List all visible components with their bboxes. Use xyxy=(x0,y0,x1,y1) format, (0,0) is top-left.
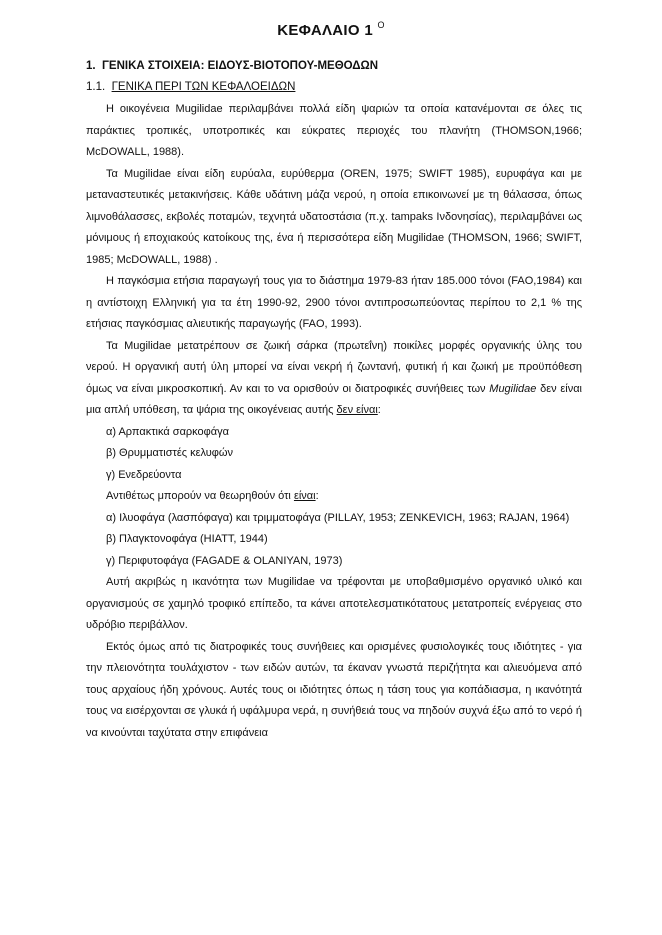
list-item: β) Πλαγκτονοφάγα (HIATT, 1944) xyxy=(106,533,268,545)
paragraph-3: Η παγκόσμια ετήσια παραγωγή τους για το διάστημα 1979-83 ήταν 185.000 τόνοι (FAO,1984) και η αντίστοιχη Ελληνική για τα έτη 1990-92, 2900 τόνοι αντιπροσωπεύοντας περίπου το 2,1 % της ετήσιας παγκόσμιας αλιευτικής παραγωγής (FAO, 1993). xyxy=(86,275,582,330)
paragraph-6: Εκτός όμως από τις διατροφικές τους συνήθειες και ορισμένες φυσιολογικές τους ιδιότητες - για την πλειονότητα τουλάχιστον - των ειδών αυτών, τα έκαναν γνωστά περιζήτητα και αλιευόμενα από τους αρχαίους ήδη χρόνους. Αυτές τους οι ιδιότητες όπως η τάση τους για κοπάδιασμα, η ικανότητά τους να εισέρχονται σε γλυκά ή υφάλμυρα νερά, η συνήθειά τους να πηδούν συχνά έξω από το νερό ή να κινούνται ταχύτατα στην επιφάνεια xyxy=(86,640,582,739)
paragraph-4-text-b: δεν είναι μια απλή υπόθεση, τα ψάρια της οικογένειας αυτής xyxy=(86,382,582,416)
contrast-text: Αντιθέτως μπορούν να θεωρηθούν ότι xyxy=(106,490,294,502)
chapter-title-sup: Ο xyxy=(377,20,385,30)
subsection-number: 1.1. xyxy=(86,81,106,93)
paragraph-4-italic: Mugilidae xyxy=(489,382,537,395)
section-number: 1. xyxy=(86,60,96,72)
paragraph-2: Τα Mugilidae είναι είδη ευρύαλα, ευρύθερμα (OREN, 1975; SWIFT 1985), ευρυφάγα και με μεταναστευτικές μετακινήσεις. Κάθε υδάτινη μάζα νερού, η οποία επικοινωνεί με τη θάλασσα, όπως λιμνοθάλασσες, εκβολές ποταμών, τεχνητά υδατοστάσια (π.χ. tampaks Ινδονησίας), περιλαμβάνει ως μόνιμους ή εποχιακούς κατοίκους της, ένα ή περισσότερα είδη Mugilidae (THOMSON, 1966; SWIFT, 1985; McDOWALL, 1988) . xyxy=(86,167,582,266)
paragraph-5: Αυτή ακριβώς η ικανότητα των Mugilidae να τρέφονται με υποβαθμισμένο οργανικό υλικό και οργανισμούς σε χαμηλό τροφικό επίπεδο, τα κάνει αποτελεσματικότατους μετατροπείς ενέργειας στο υδρόβιο περιβάλλον. xyxy=(86,576,582,631)
chapter-title xyxy=(0,22,662,39)
list-item: α) Ιλυοφάγα (λασπόφαγα) και τριμματοφάγα (PILLAY, 1953; ZENKEVICH, 1963; RAJAN, 1964) xyxy=(106,511,570,524)
contrast-underline: είναι xyxy=(293,490,316,502)
list-item: β) Θρυμματιστές κελυφών xyxy=(106,447,233,459)
paragraph-4-end: : xyxy=(377,404,381,416)
subsection-title: ΓΕΝΙΚΑ ΠΕΡΙ ΤΩΝ ΚΕΦΑΛΟΕΙΔΩΝ xyxy=(111,81,296,93)
list-item: γ) Περιφυτοφάγα (FAGADE & OLANIYAN, 1973) xyxy=(106,554,343,567)
contrast-end: : xyxy=(315,490,319,502)
list-item: γ) Ενεδρεύοντα xyxy=(106,468,182,481)
paragraph-4-text-a: Τα Mugilidae μετατρέπουν σε ζωική σάρκα (πρωτεΐνη) ποικίλες μορφές οργανικής ύλης του νερού. Η οργανική αυτή ύλη μπορεί να είναι νεκρή ή ζωντανή, φυτική ή και ζωική με προϋπόθεση όμως να είναι μικροσκοπική. Αν και το να ορισθούν οι διατροφικές συνήθειες των xyxy=(86,339,582,395)
contrast-line xyxy=(86,486,582,508)
section-title: ΓΕΝΙΚΑ ΣΤΟΙΧΕΙΑ: ΕΙΔΟΥΣ-ΒΙΟΤΟΠΟΥ-ΜΕΘΟΔΩΝ xyxy=(101,60,379,72)
paragraph-4-underline: δεν είναι xyxy=(336,404,378,416)
paragraph-1: Η οικογένεια Mugilidae περιλαμβάνει πολλά είδη ψαριών τα οποία κατανέμονται σε όλες τις παράκτιες τροπικές, υποτροπικές και εύκρατες περιοχές του πλανήτη (THOMSON,1966; McDOWALL, 1988). xyxy=(86,103,582,158)
chapter-title-text: ΚΕΦΑΛΑΙΟ 1 xyxy=(277,22,373,39)
paragraph-4 xyxy=(86,336,582,422)
body-text xyxy=(86,99,582,744)
list-item: α) Αρπακτικά σαρκοφάγα xyxy=(106,425,230,438)
section-heading-1-1 xyxy=(86,81,295,93)
section-heading-1 xyxy=(86,60,378,72)
